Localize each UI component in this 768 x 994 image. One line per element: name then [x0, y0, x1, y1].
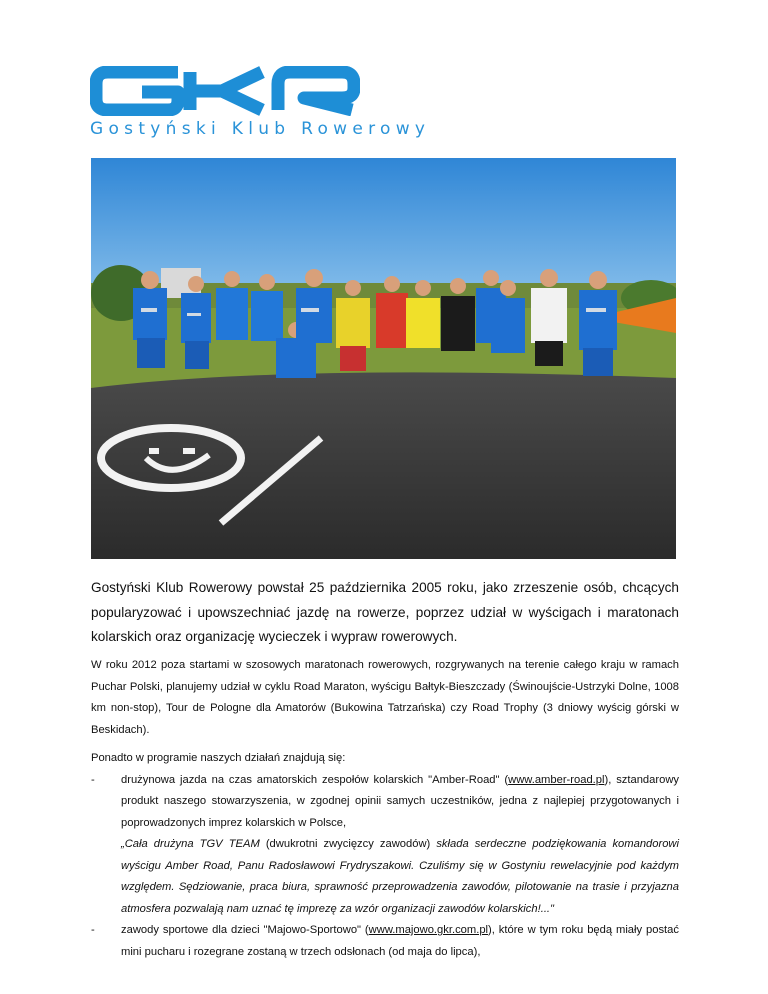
- item2-before: zawody sportowe dla dzieci "Majowo-Sportowo" (: [121, 924, 369, 936]
- gkr-logo-letters-icon: [90, 66, 360, 116]
- item1-before: drużynowa jazda na czas amatorskich zespołów kolarskich "Amber-Road" (: [121, 773, 509, 786]
- list-item: [91, 920, 679, 963]
- quote-body: składa serdeczne podziękowania komandorowi wyścigu Amber Road, Panu Radosławowi Frydryszakowi. Czuliśmy się w Gostyniu rewelacyjnie pod każdym względem. Sędziowanie, praca biura, sprawność przeprowadzenia zawodów, pilotowanie na trasie i przyjazna atmosfera pozwalają nam uznać tę imprezę za wzór organizacji zawodów kolarskich!...": [121, 838, 679, 915]
- cyclists-group-photo-icon: [91, 158, 676, 559]
- intro-paragraph: Gostyński Klub Rowerowy powstał 25 października 2005 roku, jako zrzeszenie osób, chcących popularyzować i upowszechniać jazdę na rowerze, poprzez udział w wyścigach i maratonach kolarskich oraz organizację wycieczek i wypraw rowerowych.: [91, 580, 679, 644]
- group-photo: [91, 158, 676, 559]
- quote-start: „Cała drużyna TGV TEAM: [121, 838, 260, 850]
- list-dash: -: [91, 924, 95, 936]
- program-section: [91, 748, 679, 963]
- list-item: [91, 770, 679, 921]
- list-dash: -: [91, 773, 95, 786]
- item1-after: ), sztandarowy produkt naszego stowarzyszenia, w zgodnej opinii samych uczestników, jedna z najlepiej przygotowanych i poprowadzonych imprez kolarskich w Polsce,: [121, 773, 680, 829]
- plans-paragraph: W roku 2012 poza startami w szosowych maratonach rowerowych, rozgrywanych na terenie całego kraju w ramach Puchar Polski, planujemy udział w cyklu Road Maraton, wyścigu Bałtyk-Bieszczady (Świnoujście-Ustrzyki Dolne, 1008 km non-stop), Tour de Pologne dla Amatorów (Bukowina Tatrzańska) czy Road Trophy (3 dniowy wyścig górski w Beskidach).: [91, 659, 679, 736]
- quote-note: (dwukrotni zwycięzcy zawodów): [259, 838, 437, 850]
- logo-subtitle: Gostyński Klub Rowerowy: [90, 119, 431, 139]
- item2-after: ), które w tym roku będą miały postać mini pucharu i rozegrane zostaną w trzech odsłonach (od maja do lipca),: [121, 924, 679, 958]
- amber-road-link[interactable]: www.amber-road.pl: [508, 773, 605, 786]
- majowo-link[interactable]: www.majowo.gkr.com.pl: [368, 924, 489, 936]
- program-heading: Ponadto w programie naszych działań znajdują się:: [91, 752, 346, 764]
